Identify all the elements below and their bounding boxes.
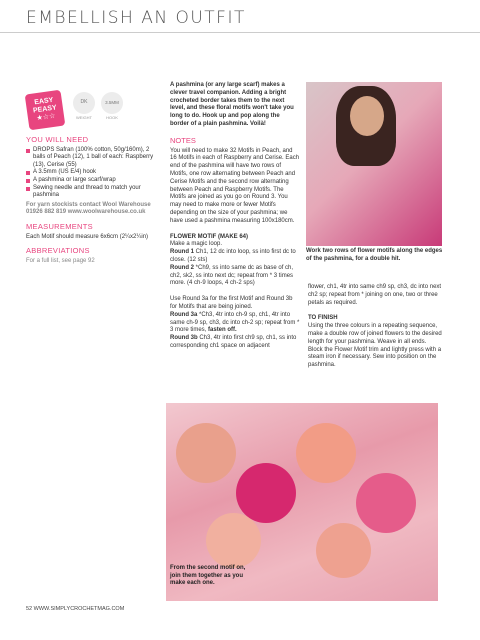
yarn-weight-label: WEIGHT — [76, 115, 92, 120]
round-3-intro: Use Round 3a for the first Motif and Round 3b for Motifs that are being joined. — [170, 296, 293, 310]
round-3b-text: Ch3, 4tr into first ch9 sp, ch1, ss into corresponding ch1 space on adjacent — [170, 335, 297, 349]
round-3a-label: Round 3a — [170, 311, 198, 318]
page-title: EMBELLISH AN OUTFIT — [26, 8, 246, 28]
need-sewing: Sewing needle and thread to match your pashmina — [33, 184, 141, 199]
list-item — [26, 177, 161, 185]
round-2-text: *Ch9, ss into same dc as base of ch, ch2, sk2, ss into next dc; repeat from * 3 times more. (4 ch-9 loops, 4 ch-2 sps) — [170, 264, 294, 287]
yarn-weight-value: DK — [80, 99, 88, 105]
notes-heading: NOTES — [170, 135, 196, 145]
bullet-icon — [26, 149, 30, 153]
hook-size-label: HOOK — [106, 115, 118, 120]
round-1-text: Ch1, 12 dc into loop, ss into first dc to close. (12 sts) — [170, 249, 296, 263]
peach-motif — [316, 523, 371, 578]
header-divider — [0, 32, 480, 33]
difficulty-badge — [25, 90, 66, 131]
notes-text: You will need to make 32 Motifs in Peach, and 16 Motifs in each of Raspberry and Cerise. Each end of the pashmina will have two rows of Motifs, one row alternating between Peach and Cerise Motifs and the second row alternating between Peach and Raspberry Motifs. The Motifs are joined as you go on Round 3. You may need to make more or fewer Motifs depending on the size of your pashmina; we have used a pashmina measuring 100x180cm. — [170, 147, 300, 224]
need-pashmina: A pashmina or large scarf/wrap — [33, 176, 116, 183]
continued-text: flower, ch1, 4tr into same ch9 sp, ch3, dc into next ch2 sp; repeat from * joining on one, two or three petals as required. — [308, 284, 442, 306]
model-photo — [306, 82, 442, 246]
intro-text: A pashmina (or any large scarf) makes a clever travel companion. Adding a bright crocheted border takes them to the next level, and these floral motifs won't take you long to do. Hook up and pop along the border of a plain pashmina. Voilà! — [170, 82, 294, 127]
round-1-label: Round 1 — [170, 249, 194, 256]
stockist-info: For yarn stockists contact Wool Warehouse 01926 882 819 www.woolwarehouse.co.uk — [26, 201, 151, 216]
hook-size-value: 3.5MM — [105, 100, 119, 105]
bullet-icon — [26, 171, 30, 175]
closeup-caption: From the second motif on, join them together as you make each one. — [170, 565, 246, 586]
instructions-column — [170, 82, 300, 351]
round-3b-label: Round 3b — [170, 335, 198, 342]
peach-motif — [176, 423, 236, 483]
list-item — [26, 185, 161, 200]
round-2 — [170, 265, 300, 288]
round-3a-end: fasten off. — [208, 327, 237, 334]
need-hook: A 3.5mm (US E/4) hook — [33, 169, 97, 176]
finish-column — [308, 284, 442, 370]
flower-motif-heading: FLOWER MOTIF (MAKE 64) — [170, 233, 248, 240]
round-1 — [170, 249, 300, 265]
round-2-label: Round 2 — [170, 264, 194, 271]
face-shape — [350, 96, 384, 136]
measurements-heading: MEASUREMENTS — [26, 221, 93, 231]
to-finish-text: Using the three colours in a repeating sequence, make a double row of joined flowers to the desired length for your pashmina. Weave in all ends. Block the Flower Motif trim and lightly press with a steam iron if necessary. Sew into position on the pashmina. — [308, 323, 442, 369]
round-3a-text: *Ch3, 4tr into ch-9 sp, ch1, 4tr into same ch-9 sp, ch3, dc into ch-2 sp; repeat from * 3 more times, — [170, 311, 300, 334]
round-3b — [170, 335, 300, 351]
need-yarn: DROPS Safran (100% cotton, 50g/160m), 2 balls of Peach (12), 1 ball of each: Raspberry (13), Cerise (55) — [33, 146, 154, 168]
round-3a — [170, 312, 300, 335]
cerise-motif — [236, 463, 296, 523]
sidebar — [26, 136, 161, 265]
abbreviations-heading: ABBREVIATIONS — [26, 246, 90, 256]
you-will-need-heading: YOU WILL NEED — [26, 135, 89, 144]
abbreviations-text: For a full list, see page 92 — [26, 257, 95, 264]
peach-motif — [206, 513, 261, 568]
difficulty-label: EASY PEASY — [32, 96, 58, 115]
photo-caption: Work two rows of flower motifs along the edges of the pashmina, for a double hit. — [306, 248, 443, 262]
list-item — [26, 147, 161, 170]
to-finish-heading: TO FINISH — [308, 315, 338, 322]
difficulty-stars: ★☆☆ — [36, 112, 56, 123]
bullet-icon — [26, 179, 30, 183]
flower-step-intro: Make a magic loop. — [170, 241, 223, 248]
peach-motif — [296, 423, 356, 483]
bullet-icon — [26, 187, 30, 191]
measurements-text: Each Motif should measure 6x6cm (2¼x2¼in) — [26, 233, 149, 240]
page-footer: 52 WWW.SIMPLYCROCHETMAG.COM — [26, 606, 125, 612]
list-item — [26, 169, 161, 177]
raspberry-motif — [356, 473, 416, 533]
